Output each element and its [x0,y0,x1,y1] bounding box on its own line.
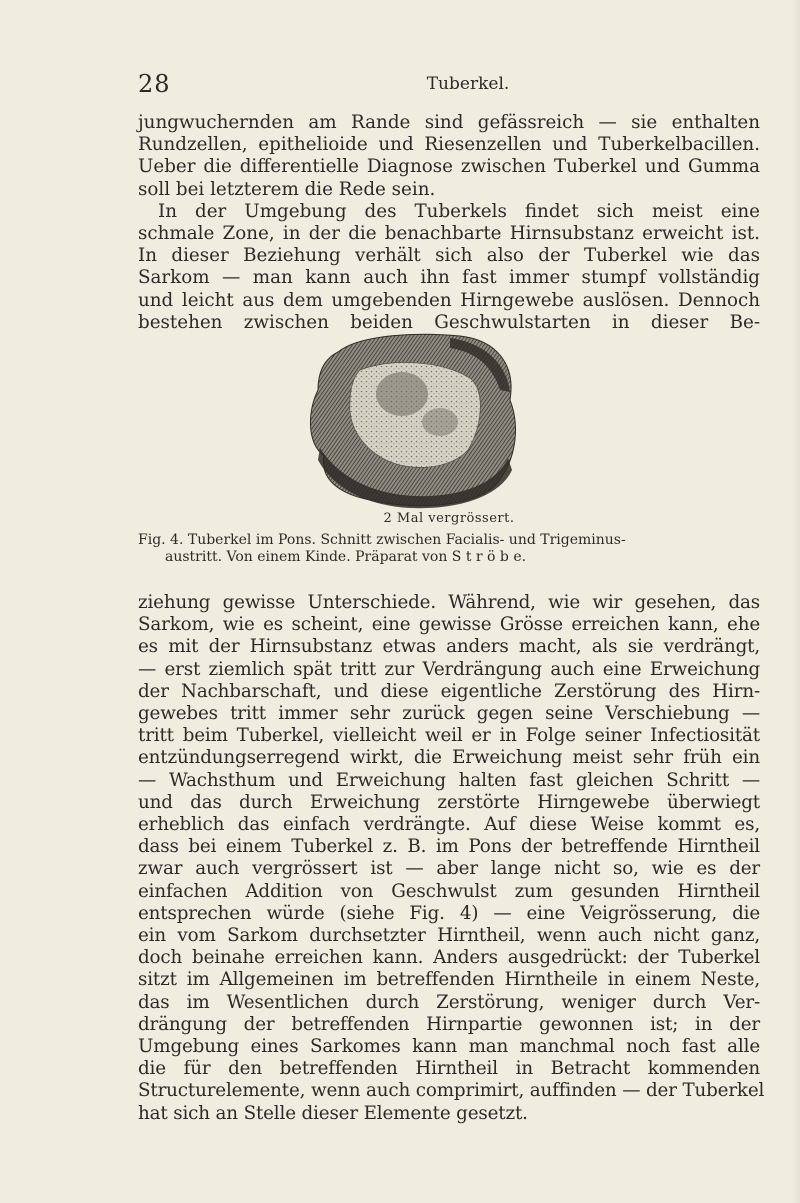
page-number: 28 [138,70,171,98]
text-line: erheblich das einfach verdrängte. Auf diese Weise kommt es, [138,814,760,836]
page-header [138,70,758,100]
text-line: Rundzellen, epithelioide und Riesenzellen und Tuberkelbacillen. [138,134,760,156]
figure-scale-note: 2 Mal vergrössert. [383,511,515,526]
tubercle-illustration [300,330,528,512]
text-line: jungwuchernden am Rande sind gefässreich — sie enthalten [138,112,760,133]
text-line: ziehung gewisse Unterschiede. Während, wie wir gesehen, das [138,592,760,613]
tubercle-core-2 [422,408,458,436]
text-line: und leicht aus dem umgebenden Hirngewebe auslösen. Dennoch [138,289,760,311]
text-line: entzündungserregend wirkt, die Erweichung meist sehr früh ein [138,747,760,769]
caption-line: Fig. 4. Tuberkel im Pons. Schnitt zwischen Facialis- und Trigeminus- [138,532,626,548]
text-line: In dieser Beziehung verhält sich also der Tuberkel wie das [138,245,760,267]
text-line: schmale Zone, in der die benachbarte Hirnsubstanz erweicht ist. [138,223,760,245]
text-line: gewebes tritt immer sehr zurück gegen seine Verschiebung — [138,703,760,725]
text-line: — Wachsthum und Erweichung halten fast gleichen Schritt — [138,769,760,791]
text-line: — erst ziemlich spät tritt zur Verdrängung auch eine Erweichung [138,658,760,680]
text-line: das im Wesentlichen durch Zerstörung, weniger durch Ver- [138,991,760,1013]
page-edge-shadow [792,0,800,1203]
text-line: es mit der Hirnsubstanz etwas anders macht, als sie verdrängt, [138,636,760,658]
text-line: die für den betreffenden Hirntheil in Betracht kommenden [138,1058,760,1080]
text-line: Structurelemente, wenn auch comprimirt, auffinden — der Tuberkel [138,1080,765,1102]
text-line: entsprechen würde (siehe Fig. 4) — eine Veigrösserung, die [138,902,760,924]
text-line: Sarkom, wie es scheint, eine gewisse Grösse erreichen kann, ehe [138,614,760,636]
text-block-bottom [138,592,765,1125]
running-title: Tuberkel. [426,74,510,94]
text-line: zwar auch vergrössert ist — aber lange nicht so, wie es der [138,858,760,880]
text-line: Sarkom — man kann auch ihn fast immer stumpf vollständig [138,267,760,289]
figure-caption [138,532,778,566]
text-line: der Nachbarschaft, und diese eigentliche Zerstörung des Hirn- [138,680,760,702]
text-line: drängung der betreffenden Hirnpartie gewonnen ist; in der [138,1013,760,1035]
text-line: dass bei einem Tuberkel z. B. im Pons der betreffende Hirntheil [138,836,760,858]
tubercle-core [376,372,428,416]
text-line: soll bei letzterem die Rede sein. [138,178,436,200]
text-line: einfachen Addition von Geschwulst zum gesunden Hirntheil [138,880,760,902]
text-line: bestehen zwischen beiden Geschwulstarten in dieser Be- [138,311,760,333]
text-line: und das durch Erweichung zerstörte Hirngewebe überwiegt [138,791,760,813]
caption-line: austritt. Von einem Kinde. Präparat von S t r ö b e. [165,549,527,565]
text-block-top [138,112,760,334]
text-line: tritt beim Tuberkel, vielleicht weil er in Folge seiner Infectiosität [138,725,760,747]
text-line: Ueber die differentielle Diagnose zwischen Tuberkel und Gumma [138,156,760,178]
text-line: sitzt im Allgemeinen im betreffenden Hirntheile in einem Neste, [138,969,760,991]
text-line: ein vom Sarkom durchsetzter Hirntheil, wenn auch nicht ganz, [138,925,760,947]
text-line: In der Umgebung des Tuberkels findet sich meist eine [158,200,760,222]
text-line: Umgebung eines Sarkomes kann man manchmal noch fast alle [138,1036,760,1058]
text-line: hat sich an Stelle dieser Elemente gesetzt. [138,1102,528,1124]
text-line: doch beinahe erreichen kann. Anders ausgedrückt: der Tuberkel [138,947,760,969]
